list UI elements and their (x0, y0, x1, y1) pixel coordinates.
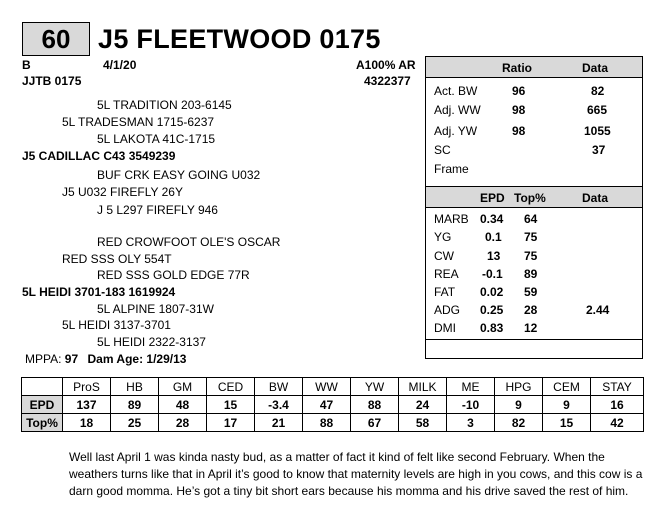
pedigree-dam-dam-dam: 5L HEIDI 2322-3137 (97, 335, 206, 349)
carcass-row-label: YG (434, 230, 452, 244)
panel-blank-row (426, 339, 642, 358)
pedigree-dam: 5L HEIDI 3701-183 1619924 (22, 285, 176, 299)
top-value: 17 (207, 414, 255, 432)
epd-value: 47 (303, 396, 351, 414)
carcass-row-data: 2.44 (586, 303, 610, 317)
top-value: 15 (543, 414, 591, 432)
pedigree-sire-sire: 5L TRADESMAN 1715-6237 (62, 115, 215, 129)
dam-age-value: 1/29/13 (146, 352, 187, 366)
carcass-row-top: 12 (524, 321, 538, 335)
epd-value: 48 (159, 396, 207, 414)
carcass-header (426, 186, 642, 208)
top-value: 67 (351, 414, 399, 432)
ratio-section (426, 78, 642, 186)
pedigree-sire-dam: J5 U032 FIREFLY 26Y (62, 185, 183, 199)
pedigree-dam-sire-dam: RED SSS GOLD EDGE 77R (97, 268, 250, 282)
pedigree-sire-sire-sire: 5L TRADITION 203-6145 (97, 98, 232, 112)
epd-col-header: ME (447, 378, 495, 396)
top-value: 18 (63, 414, 111, 432)
top-value: 82 (495, 414, 543, 432)
epd-value: 24 (399, 396, 447, 414)
ratio-row-label: Adj. WW (434, 103, 481, 117)
carcass-row-label: CW (434, 249, 454, 263)
ratio-row-data: 1055 (584, 124, 611, 138)
pedigree-sire: J5 CADILLAC C43 3549239 (22, 149, 176, 163)
epd-col-header: WW (303, 378, 351, 396)
carcass-section (426, 208, 642, 339)
ratio-row-label: Adj. YW (434, 124, 478, 138)
carcass-top-header: Top% (514, 191, 546, 205)
sex: B (22, 58, 31, 72)
epd-table-top-row (22, 414, 644, 432)
pedigree-sire-dam-sire: BUF CRK EASY GOING U032 (97, 168, 261, 182)
epd-value: 9 (495, 396, 543, 414)
epd-col-header: BW (255, 378, 303, 396)
top-value: 25 (111, 414, 159, 432)
ratio-row-ratio: 96 (512, 84, 526, 98)
carcass-row-epd: 13 (487, 249, 501, 263)
registration-number: 4322377 (364, 74, 411, 88)
mppa-value: 97 (64, 352, 79, 366)
ratio-row-data: 665 (587, 103, 608, 117)
registration-type: A100% AR (356, 58, 416, 72)
ratio-header (426, 57, 642, 78)
carcass-row-label: ADG (434, 303, 461, 317)
top-value: 58 (399, 414, 447, 432)
animal-name: J5 FLEETWOOD 0175 (98, 24, 381, 54)
top-value: 88 (303, 414, 351, 432)
epd-col-header: YW (351, 378, 399, 396)
top-value: 42 (591, 414, 644, 432)
ratio-row-label: Act. BW (434, 84, 478, 98)
epd-value: -3.4 (255, 396, 303, 414)
epd-value: 16 (591, 396, 644, 414)
epd-value: 137 (63, 396, 111, 414)
carcass-row-label: REA (434, 267, 459, 281)
carcass-row-epd: -0.1 (482, 267, 503, 281)
carcass-row-label: FAT (434, 285, 456, 299)
carcass-row-top: 64 (524, 212, 538, 226)
epd-row-label: EPD (22, 396, 63, 414)
carcass-row-epd: 0.34 (480, 212, 504, 226)
pedigree-sire-dam-dam: J 5 L297 FIREFLY 946 (97, 203, 218, 217)
ratio-header-label: Ratio (502, 61, 532, 75)
carcass-row-top: 89 (524, 267, 538, 281)
epd-table (21, 377, 644, 432)
carcass-row-label: MARB (434, 212, 469, 226)
carcass-row-epd: 0.25 (480, 303, 504, 317)
mppa-label: MPPA: (25, 352, 62, 366)
epd-col-header: CEM (543, 378, 591, 396)
ratio-row-label: Frame (434, 162, 469, 176)
epd-col-header: HPG (495, 378, 543, 396)
carcass-row-top: 28 (524, 303, 538, 317)
carcass-row-top: 59 (524, 285, 538, 299)
epd-table-epd-row (22, 396, 644, 414)
ratio-row-data: 37 (592, 143, 606, 157)
epd-col-header: STAY (591, 378, 644, 396)
carcass-row-label: DMI (434, 321, 456, 335)
epd-table-header-row (22, 378, 644, 396)
epd-value: -10 (447, 396, 495, 414)
epd-col-header: ProS (63, 378, 111, 396)
birth-date: 4/1/20 (103, 58, 137, 72)
epd-value: 89 (111, 396, 159, 414)
carcass-epd-header: EPD (480, 191, 505, 205)
pedigree-dam-sire-sire: RED CROWFOOT OLE'S OSCAR (97, 235, 281, 249)
pedigree-dam-dam: 5L HEIDI 3137-3701 (62, 318, 171, 332)
ratio-row-ratio: 98 (512, 124, 526, 138)
carcass-row-top: 75 (524, 249, 538, 263)
ratio-row-ratio: 98 (512, 103, 526, 117)
top-value: 28 (159, 414, 207, 432)
mppa (25, 352, 186, 366)
top-row-label: Top% (22, 414, 63, 432)
carcass-row-epd: 0.1 (485, 230, 502, 244)
epd-table-corner (22, 378, 63, 396)
pedigree-dam-sire: RED SSS OLY 554T (62, 252, 172, 266)
carcass-row-epd: 0.02 (480, 285, 504, 299)
top-value: 3 (447, 414, 495, 432)
top-value: 21 (255, 414, 303, 432)
tattoo: JJTB 0175 (22, 74, 82, 88)
epd-value: 88 (351, 396, 399, 414)
carcass-row-top: 75 (524, 230, 538, 244)
dam-age-label: Dam Age: (87, 352, 144, 366)
lot-number: 60 (22, 22, 90, 56)
epd-value: 15 (207, 396, 255, 414)
sale-comment: Well last April 1 was kinda nasty bud, as a matter of fact it kind of felt like second February. When the weathers turns like that in April it’s good to know that maternity levels are high in you cows, and this cow is a darn good momma. He’s got a tiny bit short ears because his momma and his drive saved the rest of him. (69, 450, 643, 498)
epd-col-header: MILK (399, 378, 447, 396)
ratio-row-data: 82 (591, 84, 605, 98)
carcass-data-header: Data (582, 191, 609, 205)
carcass-row-epd: 0.83 (480, 321, 504, 335)
epd-col-header: GM (159, 378, 207, 396)
epd-col-header: CED (207, 378, 255, 396)
epd-col-header: HB (111, 378, 159, 396)
epd-value: 9 (543, 396, 591, 414)
pedigree-sire-sire-dam: 5L LAKOTA 41C-1715 (97, 132, 216, 146)
performance-panel (425, 56, 643, 359)
ratio-row-label: SC (434, 143, 451, 157)
pedigree-dam-dam-sire: 5L ALPINE 1807-31W (97, 302, 214, 316)
ratio-data-header-label: Data (582, 61, 609, 75)
